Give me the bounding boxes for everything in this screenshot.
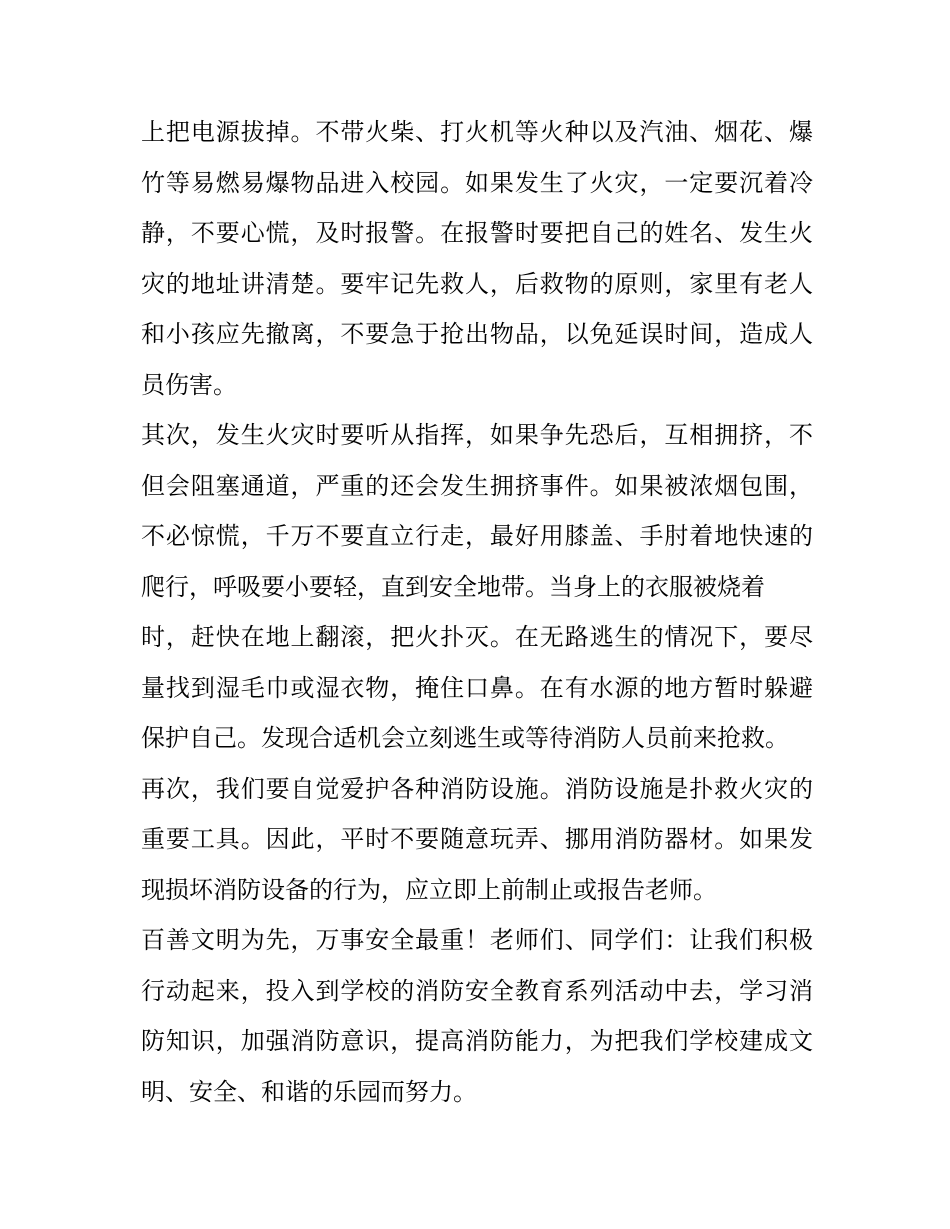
text-line: 但会阻塞通道，严重的还会发生拥挤事件。如果被浓烟包围，	[141, 471, 813, 500]
text-line: 明、安全、和谐的乐园而努力。	[141, 1077, 477, 1106]
text-line: 上把电源拔掉。不带火柴、打火机等火种以及汽油、烟花、爆	[141, 118, 813, 146]
text-line: 静，不要心慌，及时报警。在报警时要把自己的姓名、发生火	[141, 219, 813, 247]
text-line: 重要工具。因此，平时不要随意玩弄、挪用消防器材。如果发	[141, 825, 813, 853]
text-line: 时，赶快在地上翻滚，把火扑灭。在无路逃生的情况下，要尽	[141, 623, 813, 651]
text-line: 行动起来，投入到学校的消防安全教育系列活动中去，学习消	[141, 976, 813, 1005]
text-line: 防知识，加强消防意识，提高消防能力，为把我们学校建成文	[141, 1027, 813, 1055]
text-line: 量找到湿毛巾或湿衣物，掩住口鼻。在有水源的地方暂时躲避	[141, 673, 813, 702]
text-line: 其次，发生火灾时要听从指挥，如果争先恐后，互相拥挤，不	[141, 421, 813, 449]
text-line: 灾的地址讲清楚。要牢记先救人，后救物的原则，家里有老人	[141, 269, 813, 298]
text-line: 和小孩应先撤离，不要急于抢出物品，以免延误时间，造成人	[141, 320, 813, 348]
document-body-text	[141, 107, 813, 1117]
text-line: 再次，我们要自觉爱护各种消防设施。消防设施是扑救火灾的	[141, 774, 813, 803]
text-line: 竹等易燃易爆物品进入校园。如果发生了火灾，一定要沉着冷	[141, 168, 813, 197]
text-line: 百善文明为先，万事安全最重！老师们、同学们：让我们积极	[141, 926, 813, 954]
text-line: 不必惊慌，千万不要直立行走，最好用膝盖、手肘着地快速的	[141, 522, 813, 550]
text-line: 员伤害。	[141, 370, 237, 399]
text-line: 保护自己。发现合适机会立刻逃生或等待消防人员前来抢救。	[141, 724, 789, 752]
text-line: 现损坏消防设备的行为，应立即上前制止或报告老师。	[141, 875, 717, 904]
text-line: 爬行，呼吸要小要轻，直到安全地带。当身上的衣服被烧着	[141, 572, 765, 601]
